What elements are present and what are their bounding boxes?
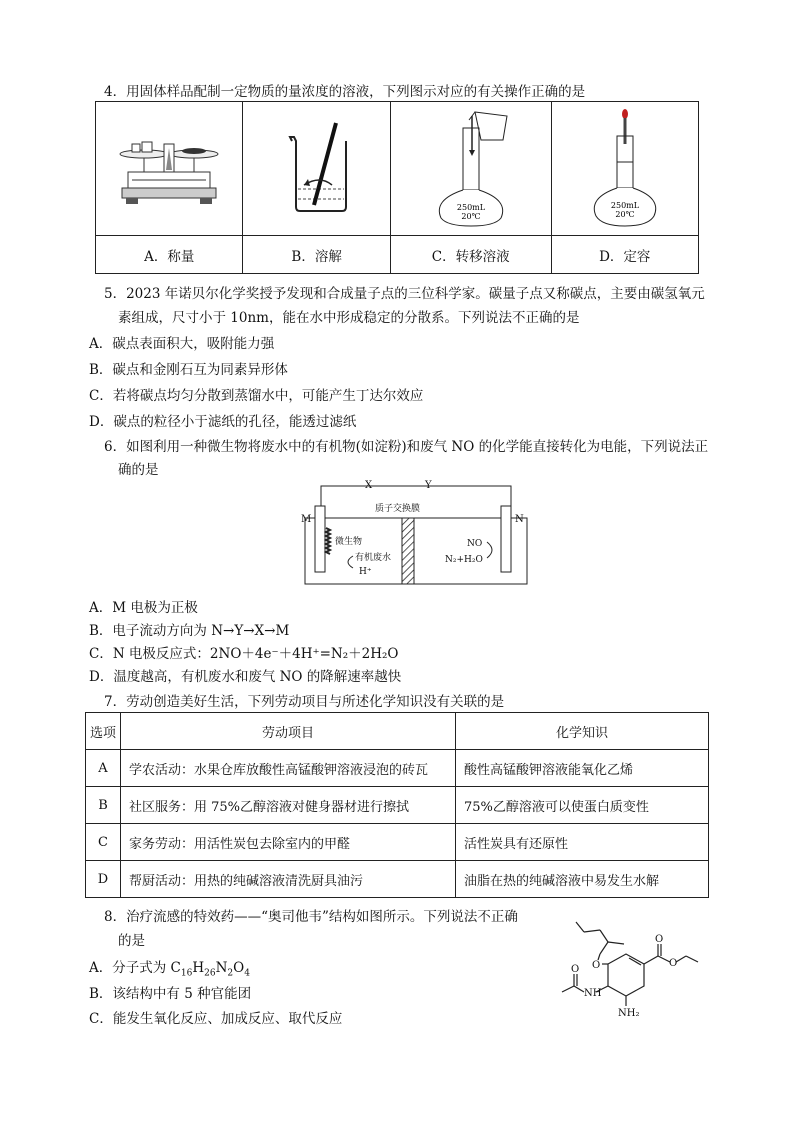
- formula-n-sub: 2: [227, 968, 234, 979]
- nh2-label: NH₂: [618, 1008, 640, 1019]
- formula-o-sub: 4: [244, 968, 250, 979]
- volumetric-flask-transfer-illustration: [411, 106, 531, 231]
- q4-caption-c: C．转移溶液: [390, 236, 551, 274]
- q6-option-d: D．温度越高，有机废水和废气 NO 的降解速率越快: [89, 669, 402, 685]
- flask-c-volume: 250mL: [456, 203, 485, 212]
- wire-label-y: Y: [425, 480, 432, 491]
- row-c-option: C: [86, 824, 121, 861]
- table-row: [86, 861, 709, 898]
- row-a-knowledge: 酸性高锰酸钾溶液能氧化乙烯: [456, 750, 709, 787]
- ether-oxygen-label: O: [592, 960, 601, 971]
- q4-image-a: [96, 102, 243, 236]
- option-a-prefix: A．分子式为 C: [89, 960, 181, 976]
- q4-image-d: [551, 102, 698, 236]
- amide-oxygen-label: O: [571, 964, 580, 975]
- formula-n: N: [215, 960, 228, 976]
- row-b-knowledge: 75%乙醇溶液可以使蛋白质变性: [456, 787, 709, 824]
- table-row: [86, 787, 709, 824]
- header-labor-project: 劳动项目: [121, 713, 456, 750]
- row-d-project: 帮厨活动：用热的纯碱溶液清洗厨具油污: [121, 861, 456, 898]
- row-a-option: A: [86, 750, 121, 787]
- q4-stem: 4．用固体样品配制一定物质的量浓度的溶液，下列图示对应的有关操作正确的是: [104, 84, 586, 100]
- balance-illustration: [114, 124, 224, 214]
- q6-cell-diagram: [295, 476, 535, 590]
- oseltamivir-structure: [548, 916, 708, 1026]
- q4-caption-d: D．定容: [551, 236, 698, 274]
- q7-table: [85, 712, 709, 898]
- ester-oxygen-label: O: [669, 958, 678, 969]
- q4-image-b: [243, 102, 390, 236]
- q6-option-b: B．电子流动方向为 N→Y→X→M: [89, 623, 290, 639]
- flask-d-temp: 20℃: [615, 210, 635, 219]
- flask-c-temp: 20℃: [461, 212, 481, 221]
- q8-option-a: [89, 956, 250, 979]
- q6-option-a: A．M 电极为正极: [89, 600, 198, 616]
- row-a-project: 学农活动：水果仓库放酸性高锰酸钾溶液浸泡的砖瓦: [121, 750, 456, 787]
- header-chemistry-knowledge: 化学知识: [456, 713, 709, 750]
- wire-label-x: X: [365, 480, 373, 491]
- q6-option-c: C．N 电极反应式：2NO＋4e⁻＋4H⁺=N₂＋2H₂O: [89, 646, 399, 662]
- beaker-stirring-illustration: [262, 119, 372, 219]
- q8-option-b: B．该结构中有 5 种官能团: [89, 986, 252, 1002]
- q8-stem-line2: 的是: [118, 933, 145, 949]
- row-b-project: 社区服务：用 75%乙醇溶液对健身器材进行擦拭: [121, 787, 456, 824]
- formula-o: O: [233, 960, 245, 976]
- row-c-project: 家务劳动：用活性炭包去除室内的甲醛: [121, 824, 456, 861]
- carbonyl-oxygen-label: O: [655, 934, 664, 945]
- q4-image-c: [390, 102, 551, 236]
- table-row: [86, 824, 709, 861]
- header-option: 选项: [86, 713, 121, 750]
- product-label: N₂+H₂O: [445, 555, 483, 565]
- q5-option-b: B．碳点和金刚石互为同素异形体: [89, 362, 288, 378]
- q4-caption-b: B．溶解: [243, 236, 390, 274]
- q5-option-d: D．碳点的粒径小于滤纸的孔径，能透过滤纸: [89, 414, 357, 430]
- row-d-option: D: [86, 861, 121, 898]
- nh-label: NH: [584, 988, 602, 999]
- waste-water-label: 有机废水: [355, 553, 392, 563]
- electrode-m-label: M: [301, 514, 312, 525]
- q4-operation-table: [95, 101, 699, 274]
- formula-h-sub: 26: [204, 968, 216, 979]
- proton-label: H⁺: [359, 567, 372, 577]
- q5-option-c: C．若将碳点均匀分散到蒸馏水中，可能产生丁达尔效应: [89, 388, 424, 404]
- row-b-option: B: [86, 787, 121, 824]
- q6-stem-line2: 确的是: [118, 462, 159, 478]
- table-row: [86, 750, 709, 787]
- q6-stem-line1: 6．如图利用一种微生物将废水中的有机物(如淀粉)和废气 NO 的化学能直接转化为电能，下列说法正: [104, 439, 709, 455]
- q8-stem-line1: 8．治疗流感的特效药——“奥司他韦”结构如图所示。下列说法不正确: [104, 909, 518, 925]
- row-d-knowledge: 油脂在热的纯碱溶液中易发生水解: [456, 861, 709, 898]
- q5-option-a: A．碳点表面积大，吸附能力强: [89, 336, 275, 352]
- no-label: NO: [467, 539, 483, 549]
- q5-stem-line2: 素组成，尺寸小于 10nm，能在水中形成稳定的分散系。下列说法不正确的是: [118, 310, 580, 326]
- q4-caption-a: A．称量: [96, 236, 243, 274]
- flask-d-volume: 250mL: [610, 201, 639, 210]
- microbe-label: 微生物: [335, 537, 363, 547]
- row-c-knowledge: 活性炭具有还原性: [456, 824, 709, 861]
- formula-c-sub: 16: [180, 968, 193, 979]
- q5-stem-line1: 5．2023 年诺贝尔化学奖授予发现和合成量子点的三位科学家。碳量子点又称碳点，主要由碳氢氧元: [104, 286, 705, 302]
- table-header-row: [86, 713, 709, 750]
- membrane-label: 质子交换膜: [375, 504, 421, 514]
- q8-option-c: C．能发生氧化反应、加成反应、取代反应: [89, 1011, 343, 1027]
- volumetric-flask-dropper-illustration: [570, 106, 680, 231]
- electrode-n-label: N: [515, 514, 524, 525]
- formula-h: H: [192, 960, 205, 976]
- q7-stem: 7．劳动创造美好生活，下列劳动项目与所述化学知识没有关联的是: [104, 694, 505, 710]
